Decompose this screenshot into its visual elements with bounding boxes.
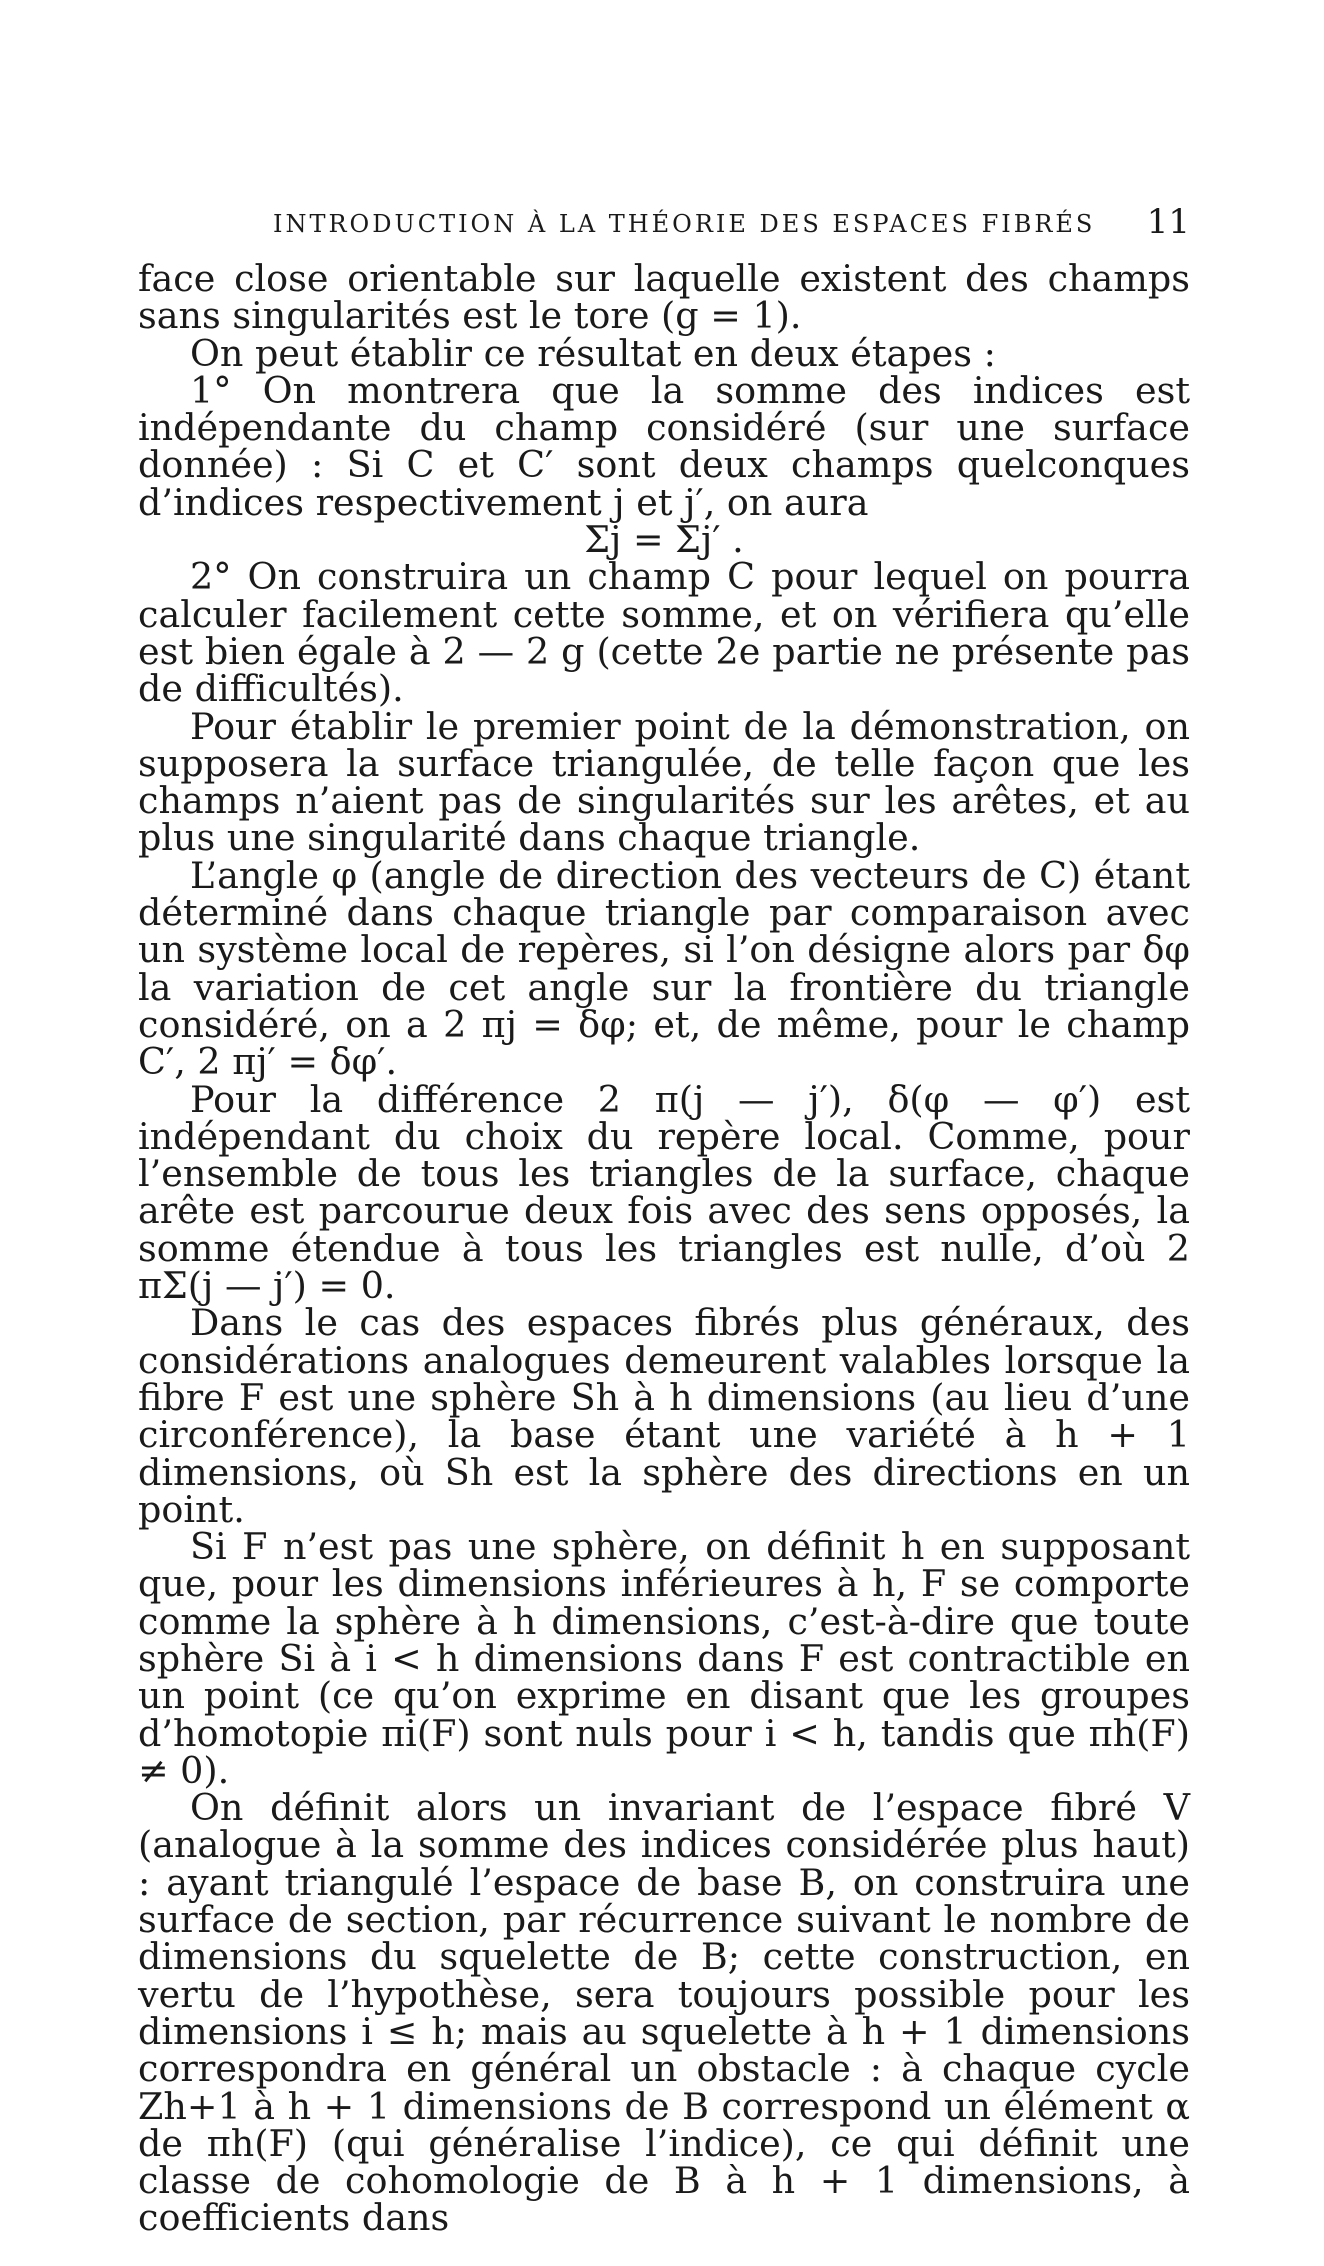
paragraph-triangulation: Pour établir le premier point de la démonstration, on supposera la surface triangulée, de telle façon que les champs n’aient pas de singularités sur les arêtes, et au plus une singularité dans chaque triangle.: [138, 704, 1190, 860]
display-equation: Σj = Σj′ .: [584, 518, 744, 562]
paragraph-continuation: face close orientable sur laquelle existent des champs sans singularités est le tore (g = 1).: [138, 257, 1190, 338]
paragraph-non-sphere: Si F n’est pas une sphère, on définit h en supposant que, pour les dimensions inférieures à h, F se comporte comme la sphère à h dimensions, c’est-à-dire que toute sphère Si à i < h dimensions dans F est contractible en un point (ce qu’on exprime en disant que les groupes d’homotopie πi(F) sont nuls pour i < h, tandis que πh(F) ≠ 0).: [138, 1525, 1190, 1792]
paragraph-step-one: 1° On montrera que la somme des indices est indépendante du champ considéré (sur une surface donnée) : Si C et C′ sont deux champs quelconques d’indices respectivement j et j′, on aura: [138, 368, 1190, 524]
paragraph-two-steps: On peut établir ce résultat en deux étapes :: [190, 331, 996, 375]
paragraph-step-two: 2° On construira un champ C pour lequel on pourra calculer facilement cette somme, et on vérifiera qu’elle est bien égale à 2 — 2 g (cette 2e partie ne présente pas de difficultés).: [138, 555, 1190, 711]
running-head: [138, 200, 1190, 260]
running-title: INTRODUCTION À LA THÉORIE DES ESPACES FIBRÉS: [273, 210, 1096, 238]
page-number: 11: [1146, 202, 1190, 242]
paragraph-general-case: Dans le cas des espaces fibrés plus généraux, des considérations analogues demeurent valables lorsque la fibre F est une sphère Sh à h dimensions (au lieu d’une circonférence), la base étant une variété à h + 1 dimensions, où Sh est la sphère des directions en un point.: [138, 1301, 1190, 1531]
body-text: [138, 257, 1190, 2240]
paragraph-invariant: On définit alors un invariant de l’espace fibré V (analogue à la somme des indices considérée plus haut) : ayant triangulé l’espace de base B, on construira une surface de section, par récurrence suivant le nombre de dimensions du squelette de B; cette construction, en vertu de l’hypothèse, sera toujours possible pour les dimensions i ≤ h; mais au squelette à h + 1 dimensions correspondra en général un obstacle : à chaque cycle Zh+1 à h + 1 dimensions de B correspond un élément α de πh(F) (qui généralise l’indice), ce qui définit une classe de cohomologie de B à h + 1 dimensions, à coefficients dans: [138, 1786, 1190, 2240]
paragraph-angle: L’angle φ (angle de direction des vecteurs de C) étant déterminé dans chaque triangle par comparaison avec un système local de repères, si l’on désigne alors par δφ la variation de cet angle sur la frontière du triangle considéré, on a 2 πj = δφ; et, de même, pour le champ C′, 2 πj′ = δφ′.: [138, 853, 1190, 1084]
paragraph-difference: Pour la différence 2 π(j — j′), δ(φ — φ′) est indépendant du choix du repère local. Comme, pour l’ensemble de tous les triangles de la surface, chaque arête est parcourue deux fois avec des sens opposés, la somme étendue à tous les triangles est nulle, d’où 2 πΣ(j — j′) = 0.: [138, 1077, 1190, 1308]
book-page: [138, 200, 1190, 2240]
